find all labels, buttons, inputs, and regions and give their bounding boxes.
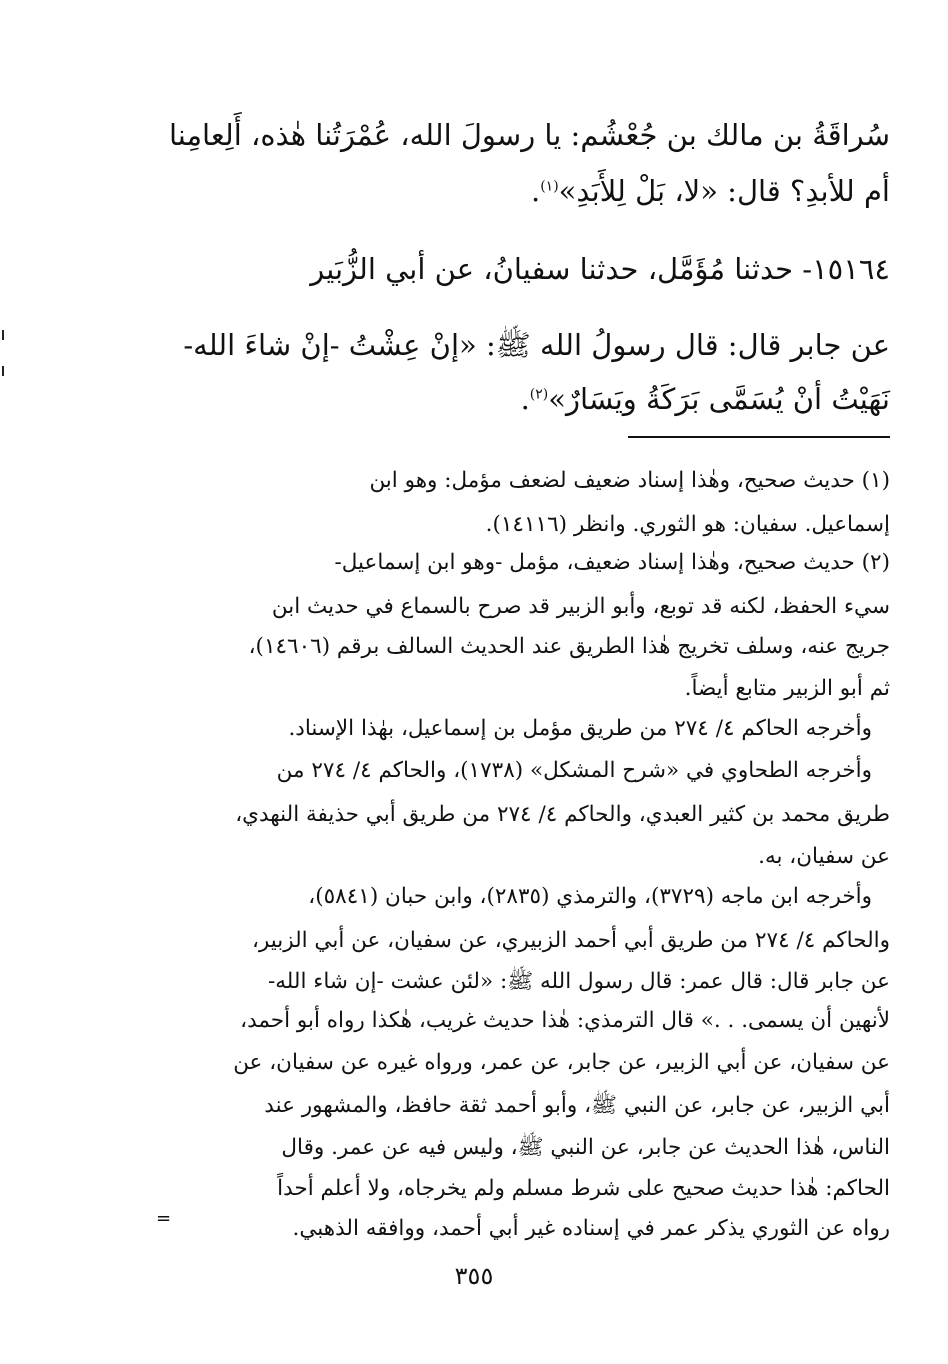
punctuation: . <box>520 382 530 416</box>
footnote-line: عن سفيان، به. <box>758 844 890 869</box>
footnote-line: طريق محمد بن كثير العبدي، والحاكم ٤/ ٢٧٤ من طريق أبي حذيفة النهدي، <box>235 802 890 827</box>
footnote-ref: (٢) <box>529 386 549 403</box>
footnote-line: وأخرجه الطحاوي في «شرح المشكل» (١٧٣٨)، والحاكم ٤/ ٢٧٤ من <box>276 758 872 783</box>
footnote-line: وأخرجه الحاكم ٤/ ٢٧٤ من طريق مؤمل بن إسماعيل، بهٰذا الإسناد. <box>288 716 872 741</box>
footnote-line: أبي الزبير، عن جابر، عن النبي ﷺ، وأبو أحمد ثقة حافظ، والمشهور عند <box>264 1093 890 1118</box>
footnote-line: ثم أبو الزبير متابع أيضاً. <box>684 676 890 701</box>
footnotes <box>174 468 890 1248</box>
main-line <box>150 174 890 208</box>
main-line: سُراقَةُ بن مالك بن جُعْشُم: يا رسولَ الله، عُمْرَتُنا هٰذه، أَلِعامِنا <box>168 118 890 152</box>
footnote-line: (٢) حديث صحيح، وهٰذا إسناد ضعيف، مؤمل -وهو ابن إسماعيل- <box>334 550 890 575</box>
footnote-line: الناس، هٰذا الحديث عن جابر، عن النبي ﷺ، وليس فيه عن عمر. وقال <box>281 1135 890 1160</box>
main-line: عن جابر قال: قال رسولُ الله ﷺ: «إنْ عِشْتُ -إنْ شاءَ الله- <box>183 328 890 362</box>
footnote-line: لأنهين أن يسمى. . .» قال الترمذي: هٰذا حديث غريب، هٰكذا رواه أبو أحمد، <box>240 1008 890 1033</box>
footnote-line: عن جابر قال: قال عمر: قال رسول الله ﷺ: «لئن عشت -إن شاء الله- <box>267 969 890 994</box>
punctuation: . <box>530 174 541 208</box>
footnote-line: وأخرجه ابن ماجه (٣٧٢٩)، والترمذي (٢٨٣٥)، وابن حبان (٥٨٤١)، <box>308 884 872 909</box>
footnote-line: جريج عنه، وسلف تخريج هٰذا الطريق عند الحديث السالف برقم (١٤٦٠٦)، <box>248 634 890 659</box>
main-text <box>150 118 890 438</box>
hadith-heading: ١٥١٦٤- حدثنا مُؤَمَّل، حدثنا سفيانُ، عن أبي الزُّبَير <box>310 252 890 286</box>
scan-edge-mark <box>2 330 4 340</box>
footnote-line: الحاكم: هٰذا حديث صحيح على شرط مسلم ولم يخرجاه، ولا أعلم أحداً <box>277 1176 890 1201</box>
footnote-line: عن سفيان، عن أبي الزبير، عن جابر، عن عمر، ورواه غيره عن سفيان، عن <box>233 1050 890 1075</box>
footnote-ref: (١) <box>540 178 559 195</box>
main-line-text: أم للأبدِ؟ قال: «لا، بَلْ لِلأَبَدِ» <box>558 174 890 208</box>
scan-edge-mark <box>2 366 4 376</box>
footnote-line: والحاكم ٤/ ٢٧٤ من طريق أبي أحمد الزبيري، عن سفيان، عن أبي الزبير، <box>251 928 890 953</box>
footnote-line: سيء الحفظ، لكنه قد توبع، وأبو الزبير قد صرح بالسماع في حديث ابن <box>271 594 890 619</box>
page-number: ٣٥٥ <box>454 1262 494 1290</box>
main-line-text: نَهَيْتُ أنْ يُسَمَّى بَرَكَةُ ويَسَارٌ» <box>548 382 890 416</box>
footnote-line: رواه عن الثوري يذكر عمر في إسناده غير أبي أحمد، ووافقه الذهبي. <box>292 1216 890 1241</box>
continuation-mark: = <box>156 1208 172 1229</box>
footnote-line: إسماعيل. سفيان: هو الثوري. وانظر (١٤١١٦). <box>485 512 890 537</box>
footnote-line: (١) حديث صحيح، وهٰذا إسناد ضعيف لضعف مؤمل: وهو ابن <box>369 468 890 493</box>
main-line <box>150 382 890 416</box>
footnote-separator <box>628 436 890 438</box>
